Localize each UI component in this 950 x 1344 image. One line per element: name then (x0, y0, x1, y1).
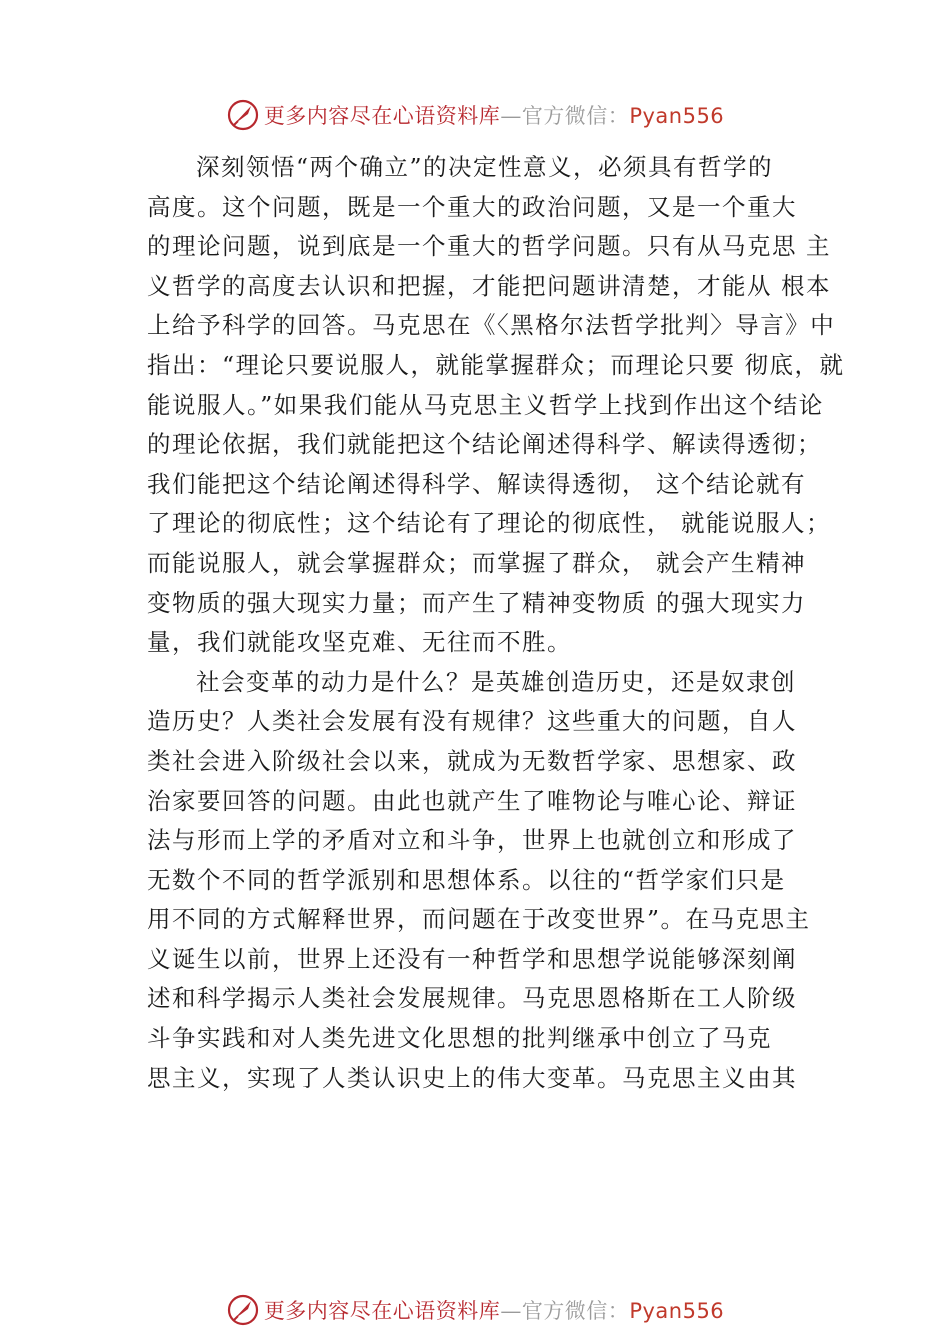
footer-banner-text (264, 1295, 724, 1325)
text-line: 述和科学揭示人类社会发展规律。马克思恩格斯在工人阶级 (147, 984, 797, 1013)
text-line: 义哲学的高度去认识和把握，才能把问题讲清楚，才能从 根本 (147, 271, 831, 300)
text-line: 治家要回答的问题。由此也就产生了唯物论与唯心论、辩证 (147, 786, 797, 815)
text-line: 指出：“理论只要说服人，就能掌握群众；而理论只要 彻底，就 (147, 350, 845, 379)
header-brand: 更多内容尽在心语资料库 (263, 104, 501, 128)
footer-banner (0, 1290, 950, 1330)
header-banner (0, 95, 950, 135)
text-line: 深刻领悟“两个确立”的决定性意义，必须具有哲学的 (196, 153, 774, 181)
text-line: 社会变革的动力是什么？是英雄创造历史，还是奴隶创 (196, 667, 796, 696)
text-line: 法与形而上学的矛盾对立和斗争，世界上也就创立和形成了 (147, 826, 797, 855)
quill-logo-icon (226, 98, 260, 132)
text-line: 上给予科学的回答。马克思在《〈黑格尔法哲学批判〉导言》中 (147, 311, 836, 340)
text-line: 量，我们就能攻坚克难、无往而不胜。 (147, 628, 572, 657)
text-line: 的理论问题，说到底是一个重大的哲学问题。只有从马克思 主 (147, 232, 831, 261)
text-line: 而能说服人，就会掌握群众；而掌握了群众， 就会产生精神 (147, 548, 806, 577)
text-line: 变物质的强大现实力量；而产生了精神变物质 的强大现实力 (147, 588, 806, 617)
footer-wechat-id: Pyan556 (629, 1299, 725, 1323)
text-line: 思主义，实现了人类认识史上的伟大变革。马克思主义由其 (147, 1063, 797, 1092)
text-line: 用不同的方式解释世界，而问题在于改变世界”。在马克思主 (147, 905, 811, 934)
text-line: 高度。这个问题，既是一个重大的政治问题，又是一个重大 (147, 192, 797, 221)
text-line: 的理论依据，我们就能把这个结论阐述得科学、解读得透彻； (147, 430, 822, 459)
text-line: 了理论的彻底性；这个结论有了理论的彻底性， 就能说服人； (147, 509, 831, 538)
text-line: 斗争实践和对人类先进文化思想的批判继承中创立了马克 (147, 1024, 772, 1053)
footer-tail: —官方微信： (500, 1299, 630, 1323)
text-line: 我们能把这个结论阐述得科学、解读得透彻， 这个结论就有 (147, 469, 806, 498)
quill-logo-icon (226, 1293, 260, 1327)
footer-brand: 更多内容尽在心语资料库 (263, 1299, 501, 1323)
document-body (147, 148, 845, 1098)
text-line: 义诞生以前，世界上还没有一种哲学和思想学说能够深刻阐 (147, 944, 797, 973)
header-banner-text (264, 100, 724, 130)
header-wechat-id: Pyan556 (629, 104, 725, 128)
text-line: 能说服人。”如果我们能从马克思主义哲学上找到作出这个结论 (147, 390, 824, 419)
text-line: 造历史？人类社会发展有没有规律？这些重大的问题，自人 (147, 707, 797, 736)
text-line: 无数个不同的哲学派别和思想体系。以往的“哲学家们只是 (147, 865, 786, 894)
text-line: 类社会进入阶级社会以来，就成为无数哲学家、思想家、政 (147, 746, 797, 775)
header-tail: —官方微信： (500, 104, 630, 128)
